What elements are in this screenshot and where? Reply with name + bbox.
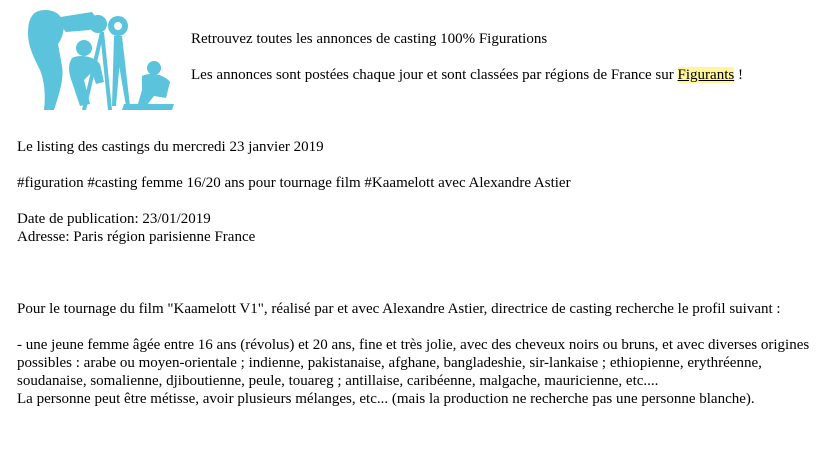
film-crew-logo	[14, 6, 184, 116]
intro-line-2	[191, 66, 821, 84]
publication-date: Date de publication: 23/01/2019	[17, 211, 211, 227]
casting-post	[17, 138, 817, 408]
intro-line-2-text: Les annonces sont postées chaque jour et sont classées par régions de France sur	[191, 67, 678, 83]
address: Adresse: Paris région parisienne France	[17, 229, 256, 245]
figurants-link[interactable]: Figurants	[677, 67, 735, 83]
intro-line-2-end: !	[734, 67, 743, 83]
film-crew-silhouette-icon	[14, 6, 184, 116]
post-headline: #figuration #casting femme 16/20 ans pour tournage film #Kaamelott avec Alexandre Astier	[17, 175, 571, 191]
intro-line-1: Retrouvez toutes les annonces de casting 100% Figurations	[191, 31, 548, 47]
paragraph-profile: - une jeune femme âgée entre 16 ans (révolus) et 20 ans, fine et très jolie, avec des cheveux noirs ou bruns, et avec diverses origines possibles : arabe ou moyen-orientale ; indienne, pakistanaise, afghane, bangladeshie, sir-lankaise ; ethiopienne, erythréenne, soudanaise, somalienne, djiboutienne, peule, touareg ; antillaise, caribéenne, malgache, mauricienne, etc....	[17, 337, 810, 389]
listing-title: Le listing des castings du mercredi 23 janvier 2019	[17, 139, 324, 155]
paragraph-note: La personne peut être métisse, avoir plusieurs mélanges, etc... (mais la production ne recherche pas une personne blanche).	[17, 391, 755, 407]
paragraph-intro: Pour le tournage du film "Kaamelott V1", réalisé par et avec Alexandre Astier, directrice de casting recherche le profil suivant :	[17, 301, 781, 317]
intro-block	[191, 30, 821, 102]
